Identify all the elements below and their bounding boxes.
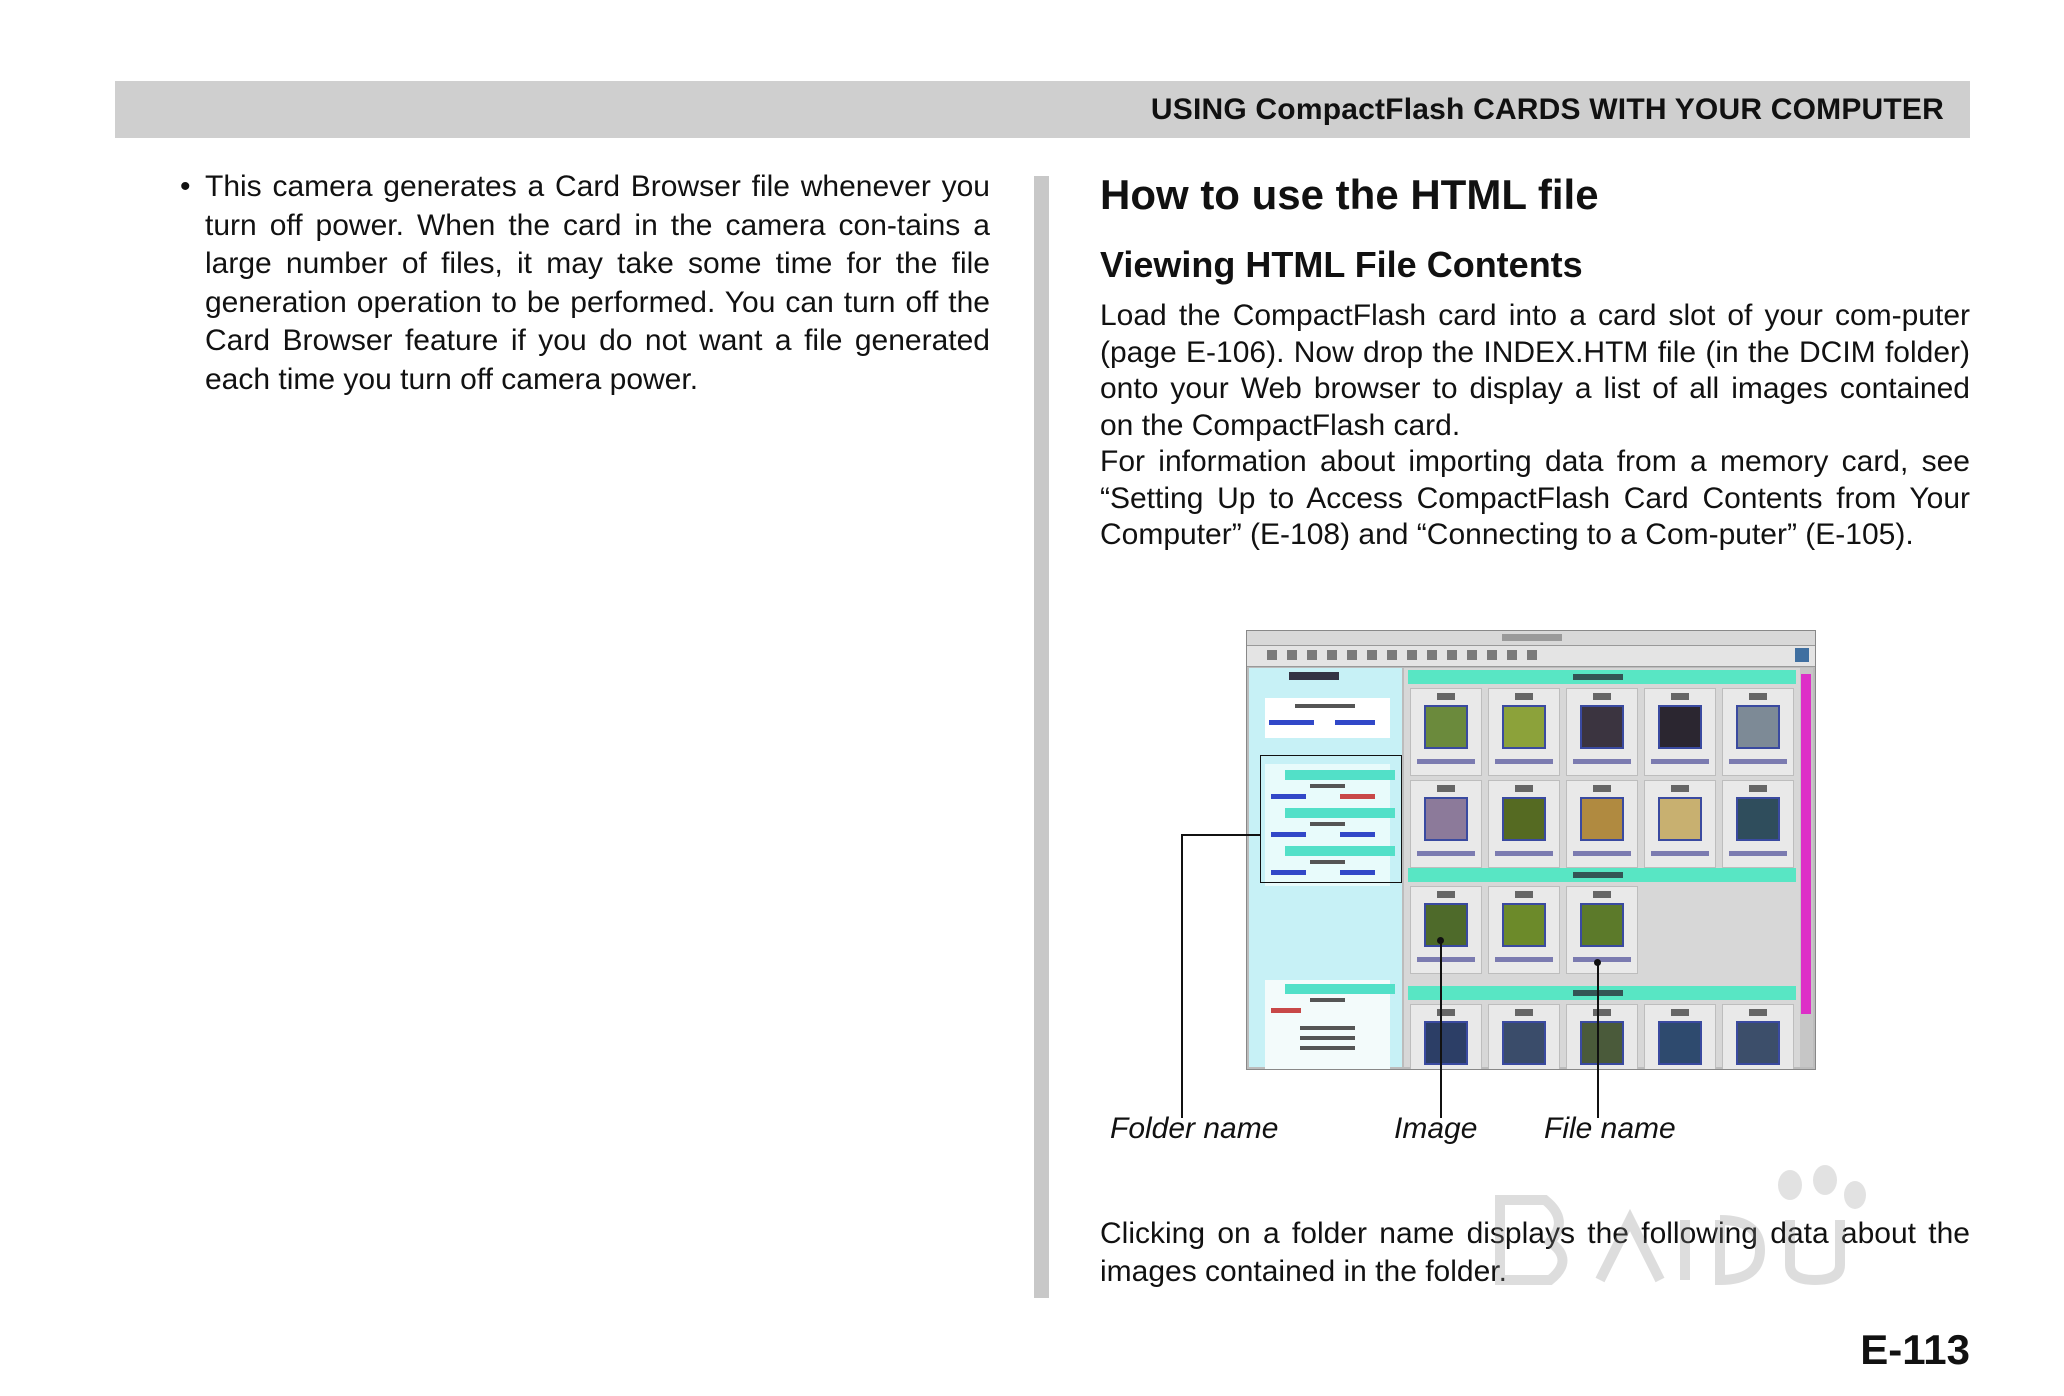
- image-tile: [1410, 688, 1482, 776]
- header-band: [115, 81, 1970, 138]
- image-grid-pane: [1404, 668, 1802, 1067]
- toolbar-icon: [1287, 650, 1297, 660]
- image-tile: [1566, 780, 1638, 868]
- callout-line: [1440, 940, 1442, 1118]
- caption-folder-name: Folder name: [1110, 1112, 1279, 1145]
- window-titlebar: [1247, 631, 1815, 646]
- toolbar-icon: [1307, 650, 1317, 660]
- image-tile: [1410, 780, 1482, 868]
- left-column: [180, 168, 990, 399]
- caption-file-name: File name: [1544, 1112, 1676, 1145]
- caption-image: Image: [1394, 1112, 1478, 1145]
- paragraph-load-card: Load the CompactFlash card into a card slot of your com-puter (page E-106). Now drop the INDEX.HTM file (in the DCIM folder) onto your Web browser to display a list of all images contained on the CompactFlash card.: [1100, 299, 1970, 442]
- toolbar-icon: [1527, 650, 1537, 660]
- toolbar-icon: [1487, 650, 1497, 660]
- toolbar-icon: [1447, 650, 1457, 660]
- image-tile: [1488, 688, 1560, 776]
- right-column: [1100, 166, 1970, 554]
- image-tile: [1410, 886, 1482, 974]
- image-tile: [1644, 1004, 1716, 1070]
- image-tile: [1566, 1004, 1638, 1070]
- browser-logo-icon: [1795, 648, 1809, 662]
- toolbar-icon: [1387, 650, 1397, 660]
- column-divider: [1034, 176, 1049, 1298]
- image-tile: [1722, 780, 1794, 868]
- toolbar-icon: [1347, 650, 1357, 660]
- image-tile: [1644, 688, 1716, 776]
- image-tile: [1488, 886, 1560, 974]
- image-tile: [1644, 780, 1716, 868]
- toolbar-icon: [1407, 650, 1417, 660]
- page-heading: How to use the HTML file: [1100, 171, 1599, 218]
- callout-line: [1181, 834, 1261, 836]
- toolbar-icon: [1367, 650, 1377, 660]
- bullet-paragraph: This camera generates a Card Browser file whenever you turn off power. When the card in the camera con-tains a large number of files, it may take some time for the file generation operation to be performed. You can turn off the Card Browser feature if you do not want a file generated each time you turn off camera power.: [205, 170, 990, 396]
- image-tile: [1566, 886, 1638, 974]
- callout-dot: [1437, 937, 1444, 944]
- toolbar-icon: [1507, 650, 1517, 660]
- callout-line: [1181, 834, 1183, 1118]
- folder-header-bar: [1408, 986, 1796, 1000]
- section-title: USING CompactFlash CARDS WITH YOUR COMPUTER: [1150, 93, 1944, 126]
- toolbar-icon: [1327, 650, 1337, 660]
- browser-toolbar: [1247, 646, 1815, 667]
- bullet-marker: •: [180, 170, 191, 203]
- image-tile: [1722, 688, 1794, 776]
- page-number: E-113: [1860, 1326, 1970, 1373]
- toolbar-icon: [1467, 650, 1477, 660]
- image-tile: [1722, 1004, 1794, 1070]
- paragraph-import-info: For information about importing data from a memory card, see “Setting Up to Access CompactFlash Card Contents from Your Computer” (E-108) and “Connecting to a Com-puter” (E-105).: [1100, 445, 1970, 551]
- callout-line: [1597, 962, 1599, 1118]
- scrollbar: [1800, 668, 1813, 1067]
- paragraph-folder-click: Clicking on a folder name displays the following data about the images contained in the folder.: [1100, 1217, 1970, 1288]
- image-tile: [1566, 688, 1638, 776]
- sidebar-title: [1289, 672, 1339, 680]
- callout-dot: [1594, 959, 1601, 966]
- folder-header-bar: [1408, 670, 1796, 684]
- folder-header-bar: [1408, 868, 1796, 882]
- watermark-logo: [1480, 1160, 1960, 1320]
- image-tile: [1488, 780, 1560, 868]
- scrollbar-thumb: [1801, 674, 1811, 1014]
- folder-name-highlight-box: [1260, 755, 1402, 883]
- sub-heading: Viewing HTML File Contents: [1100, 244, 1583, 285]
- image-tile: [1410, 1004, 1482, 1070]
- toolbar-icon: [1427, 650, 1437, 660]
- image-tile: [1488, 1004, 1560, 1070]
- sidebar-summary-box: [1265, 980, 1390, 1070]
- sidebar-info-box: [1265, 698, 1390, 738]
- toolbar-icon: [1267, 650, 1277, 660]
